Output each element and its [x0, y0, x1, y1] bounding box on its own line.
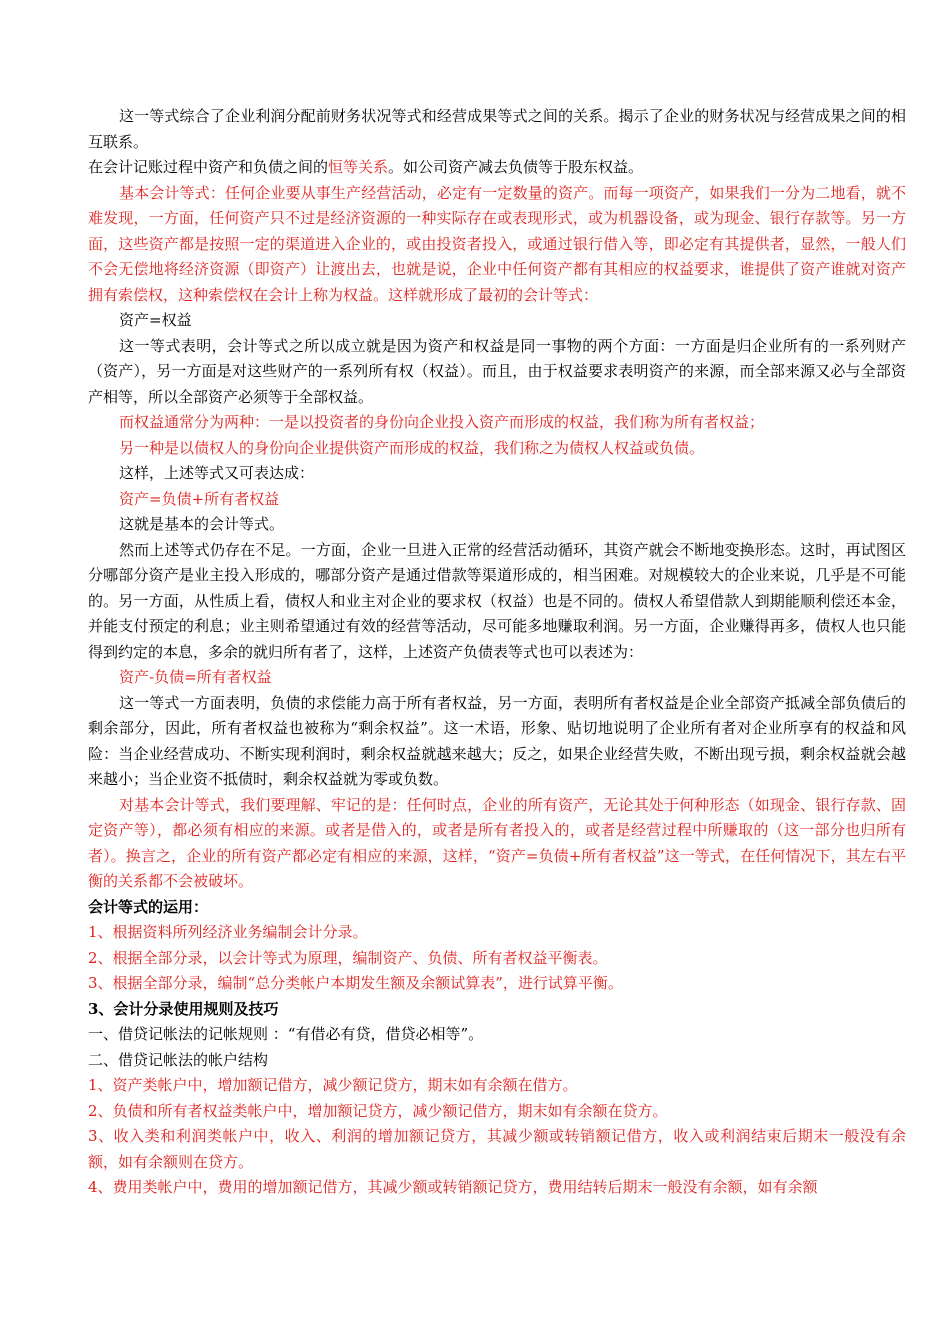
equation-residual: 资产-负债=所有者权益 [119, 668, 272, 686]
subsection-account-structure: 二、借贷记帐法的帐户结构 [88, 1050, 269, 1069]
paragraph-key-understanding: 对基本会计等式，我们要理解、牢记的是：任何时点，企业的所有资产，无论其处于何种形态（如现金、银行存款、固定资产等），都必须有相应的来源。或者是借入的，或者是所有者投入的，或者是经营过程中所赚取的（这一部分也归所有者）。换言之，企业的所有资产都必定有相应的来源，这样，“资产=负债+所有者权益”这一等式，在任何情况下，其左右平衡的关系都不会被破坏。 [88, 795, 906, 890]
equation-assets-liabilities-equity: 资产=负债+所有者权益 [119, 489, 280, 508]
text-segment: 在会计记账过程中资产和负债之间的 [88, 158, 329, 176]
list-item: 2、负债和所有者权益类帐户中，增加额记贷方，减少额记借方，期末如有余额在贷方。 [88, 1101, 668, 1120]
list-item: 1、根据资料所列经济业务编制会计分录。 [88, 923, 368, 941]
list-item: 3、收入类和利润类帐户中，收入、利润的增加额记贷方，其减少额或转销额记借方，收入或利润结束后期末一般没有余额，如有余额则在贷方。 [88, 1127, 906, 1171]
highlight-identity: 恒等关系 [328, 158, 389, 176]
paragraph-basic-label: 这就是基本的会计等式。 [119, 515, 285, 533]
paragraph-equity-types: 而权益通常分为两种：一是以投资者的身份向企业投入资产而形成的权益，我们称为所有者权益； [119, 413, 765, 431]
list-item: 2、根据全部分录，以会计等式为原理，编制资产、负债、所有者权益平衡表。 [88, 948, 608, 967]
paragraph-shortcomings: 然而上述等式仍存在不足。一方面，企业一旦进入正常的经营活动循环，其资产就会不断地变换形态。这时，再试图区分哪部分资产是业主投入形成的，哪部分资产是通过借款等渠道形成的，相当困难。对规模较大的企业来说，几乎是不可能的。另一方面，从性质上看，债权人和业主对企业的要求权（权益）也是不同的。债权人希望借款人到期能顺利偿还本金，并能支付预定的利息；业主则希望通过有效的经营等活动，尽可能多地赚取利润。另一方面，企业赚得再多，债权人也只能得到约定的本息，多余的就归所有者了，这样，上述资产负债表等式也可以表述为： [88, 540, 906, 661]
paragraph-equation-explained: 这一等式表明，会计等式之所以成立就是因为资产和权益是同一事物的两个方面：一方面是归企业所有的一系列财产（资产），另一方面是对这些财产的一系列所有权（权益）。而且，由于权益要求表明资产的来源，而全部来源又必与全部资产相等，所以全部资产必须等于全部权益。 [88, 336, 906, 406]
paragraph-basic-equation: 基本会计等式：任何企业要从事生产经营活动，必定有一定数量的资产。而每一项资产，如果我们一分为二地看，就不难发现，一方面，任何资产只不过是经济资源的一种实际存在或表现形式，或为机器设备，或为现金、银行存款等。另一方面，这些资产都是按照一定的渠道进入企业的，或由投资者投入，或通过银行借入等，即必定有其提供者，显然，一般人们不会无偿地将经济资源（即资产）让渡出去，也就是说，企业中任何资产都有其相应的权益要求，谁提供了资产谁就对资产拥有索偿权，这种索偿权在会计上称为权益。这样就形成了最初的会计等式： [88, 183, 906, 304]
list-item: 4、费用类帐户中，费用的增加额记借方，其减少额或转销额记贷方，费用结转后期末一般没有余额，如有余额 [88, 1178, 818, 1196]
list-item: 1、资产类帐户中，增加额记借方，减少额记贷方，期末如有余额在借方。 [88, 1076, 578, 1094]
paragraph-restated: 这样，上述等式又可表达成： [119, 464, 315, 482]
text-segment: 。如公司资产减去负债等于股东权益。 [388, 158, 644, 176]
paragraph-identity-relation [88, 155, 906, 181]
section-heading-application: 会计等式的运用： [88, 897, 209, 916]
paragraph-residual-equity: 这一等式一方面表明，负债的求偿能力高于所有者权益，另一方面，表明所有者权益是企业全部资产抵减全部负债后的剩余部分，因此，所有者权益也被称为“剩余权益”。这一术语，形象、贴切地说明了企业所有者对企业所享有的权益和风险：当企业经营成功、不断实现利润时，剩余权益就越来越大；反之，如果企业经营失败，不断出现亏损，剩余权益就会越来越小；当企业资不抵债时，剩余权益就为零或负数。 [88, 693, 906, 788]
section-heading-entry-rules: 3、会计分录使用规则及技巧 [88, 999, 279, 1018]
list-item: 3、根据全部分录，编制“总分类帐户本期发生额及余额试算表”，进行试算平衡。 [88, 974, 623, 992]
document-page [88, 104, 906, 1201]
paragraph-equation-summary: 这一等式综合了企业利润分配前财务状况等式和经营成果等式之间的关系。揭示了企业的财务状况与经营成果之间的相互联系。 [88, 107, 906, 151]
paragraph-creditor-equity: 另一种是以债权人的身份向企业提供资产而形成的权益，我们称之为债权人权益或负债。 [119, 438, 705, 457]
subsection-rule: 一、借贷记帐法的记帐规则 ：“有借必有贷，借贷必相等”。 [88, 1025, 484, 1043]
equation-assets-equity: 资产=权益 [119, 311, 192, 329]
